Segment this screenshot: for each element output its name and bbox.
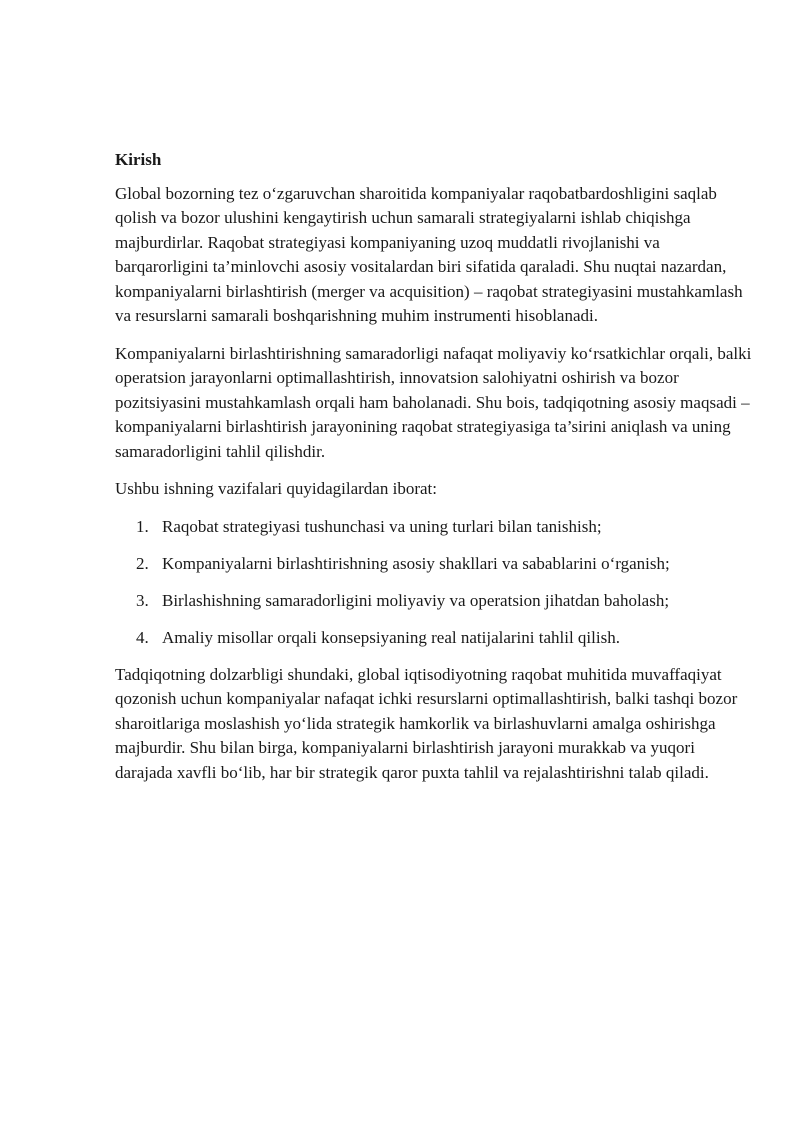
tasks-list — [115, 515, 755, 651]
list-item-number: 4. — [136, 627, 149, 647]
relevance-paragraph: Tadqiqotning dolzarbligi shundaki, global iqtisodiyotning raqobat muhitida muvaffaqiyat qozonish uchun kompaniyalar nafaqat ichki resurslarni optimallashtirish, balki tashqi bozor sharoitlariga moslashish yo‘lida strategik hamkorlik va birlashuvlarni amalga oshirishga majburdir. Shu bilan birga, kompaniyalarni birlashtirish jarayoni murakkab va yuqori darajada xavfli bo‘lib, har bir strategik qaror puxta tahlil va rejalashtirishni talab qiladi. — [115, 664, 738, 782]
list-item-text: Raqobat strategiyasi tushunchasi va uning turlari bilan tanishish; — [162, 516, 602, 536]
list-item-text: Amaliy misollar orqali konsepsiyaning real natijalarini tahlil qilish. — [162, 627, 620, 647]
list-item-number: 2. — [136, 553, 149, 573]
list-item — [115, 552, 755, 577]
list-item-text: Kompaniyalarni birlashtirishning asosiy shakllari va sabablarini o‘rganish; — [162, 553, 670, 573]
list-item — [115, 515, 755, 540]
intro-paragraph: Global bozorning tez o‘zgaruvchan sharoitida kompaniyalar raqobatbardoshligini saqlab qolish va bozor ulushini kengaytirish uchun samarali strategiyalarni ishlab chiqishga majburdirlar. Raqobat strategiyasi kompaniyaning uzoq muddatli rivojlanishi va barqarorligini ta’minlovchi asosiy vositalardan biri sifatida qaraladi. Shu nuqtai nazardan, kompaniyalarni birlashtirish (merger va acquisition) – raqobat strategiyasini mustahkamlash va resurslarni samarali boshqarishning muhim instrumenti hisoblanadi. — [115, 183, 743, 325]
list-item-text: Birlashishning samaradorligini moliyaviy va operatsion jihatdan baholash; — [162, 590, 670, 610]
document-page — [115, 148, 755, 798]
list-item-number: 3. — [136, 590, 149, 610]
list-item — [115, 626, 755, 651]
section-heading: Kirish — [115, 150, 162, 169]
list-item — [115, 589, 755, 614]
effectiveness-paragraph: Kompaniyalarni birlashtirishning samaradorligi nafaqat moliyaviy ko‘rsatkichlar orqali, balki operatsion jarayonlarni optimallashtirish, innovatsion salohiyatni oshirish va bozor pozitsiyasini mustahkamlash orqali ham baholanadi. Shu bois, tadqiqotning asosiy maqsadi – kompaniyalarni birlashtirish jarayonining raqobat strategiyasiga ta’sirini aniqlash va uning samaradorligini tahlil qilishdir. — [115, 343, 752, 461]
tasks-intro-paragraph: Ushbu ishning vazifalari quyidagilardan iborat: — [115, 479, 437, 498]
list-item-number: 1. — [136, 516, 149, 536]
